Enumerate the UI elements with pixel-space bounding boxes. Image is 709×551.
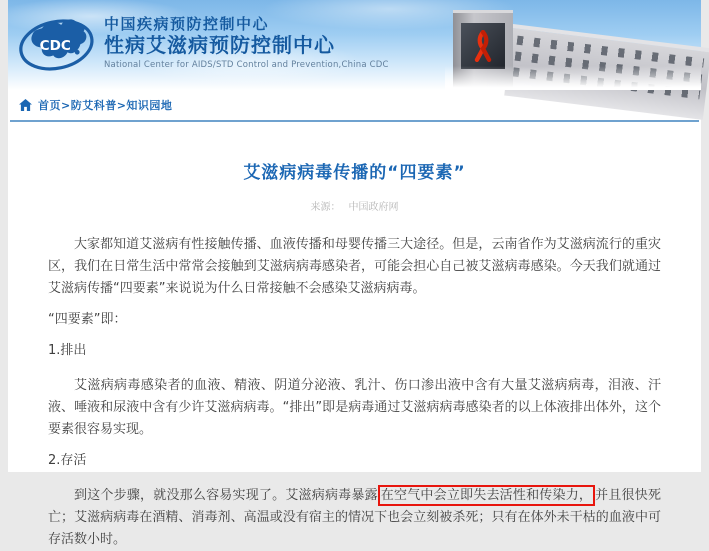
lead-line: “四要素”即： — [48, 312, 127, 327]
cdc-logo-icon — [18, 10, 98, 80]
article-title: 艾滋病病毒传播的“四要素” — [243, 163, 466, 183]
breadcrumb[interactable]: 首页>防艾科普>知识园地 — [38, 99, 173, 112]
section-body-2-before: 到这个步骤，就没那么容易实现了。艾滋病病毒暴露 — [74, 488, 378, 503]
home-icon[interactable] — [19, 99, 32, 111]
building-photo — [445, 4, 701, 90]
article — [8, 158, 701, 551]
section-body-2-after: 并且很快死亡；艾滋病病毒在酒精、消毒剂、高温或没有宿主的情况下也会立刻被杀死；只有在体外未干枯的血液中可存活数小时。 — [48, 488, 661, 547]
article-source — [48, 198, 661, 213]
site-logo[interactable] — [18, 10, 389, 80]
red-ribbon-icon — [470, 28, 496, 64]
site-header — [8, 0, 701, 90]
webpage — [8, 0, 701, 547]
section-heading-1: 1.排出 — [48, 343, 87, 358]
section-body-2 — [48, 485, 661, 551]
logo-acronym: CDC — [39, 37, 71, 54]
ribbon-sign — [461, 23, 505, 69]
section-body-1: 艾滋病病毒感染者的血液、精液、阴道分泌液、乳汁、伤口渗出液中含有大量艾滋病病毒，泪液、汗液、唾液和尿液中含有少许艾滋病病毒。“排出”即是病毒通过艾滋病病毒感染者的以上体液排出体外，这个要素很容易实现。 — [48, 378, 661, 437]
source-label: 来源： — [310, 202, 341, 213]
header-fade — [445, 66, 701, 90]
header-divider — [10, 120, 699, 122]
highlight-annotation-box: 在空气中会立即失去活性和传染力， — [378, 485, 595, 506]
section-heading-2: 2.存活 — [48, 453, 87, 468]
center-name-cn: 性病艾滋病预防控制中心 — [104, 33, 335, 57]
org-name-cn: 中国疾病预防控制中心 — [104, 15, 270, 33]
intro-paragraph: 大家都知道艾滋病有性接触传播、血液传播和母婴传播三大途径。但是，云南省作为艾滋病流行的重灾区，我们在日常生活中常常会接触到艾滋病病毒感染者，可能会担心自己被艾滋病毒感染。今天我们就通过艾滋病传播“四要素”来说说为什么日常接触不会感染艾滋病病毒。 — [48, 237, 661, 296]
org-titles — [104, 10, 389, 70]
org-name-en: National Center for AIDS/STD Control and Prevention,China CDC — [104, 60, 389, 70]
source-value: 中国政府网 — [348, 202, 399, 213]
